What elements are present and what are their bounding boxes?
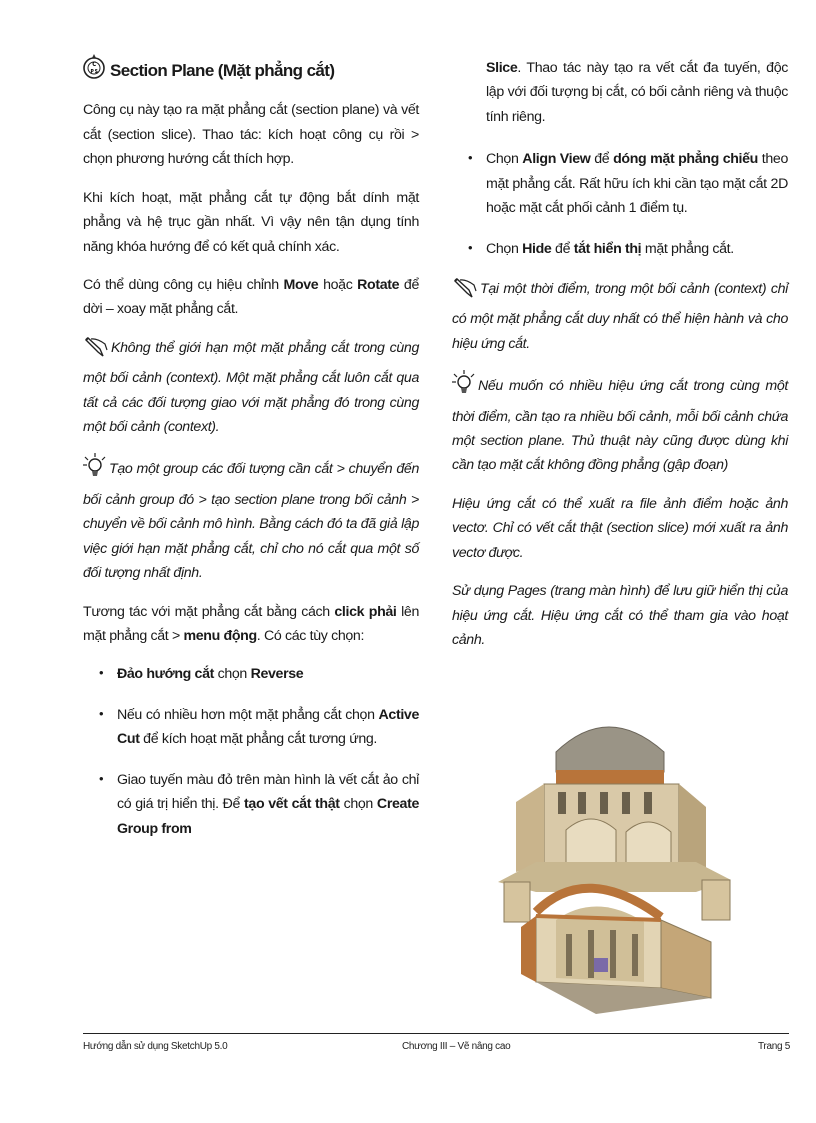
paragraph-snap: Khi kích hoạt, mặt phẳng cắt tự động bắt dính mặt phẳng và hệ trục gần nhất. Vì vậy nên tận dụng tính năng khóa hướng để có kết quả chính xác. bbox=[83, 189, 419, 255]
list-item: • Chọn Align View để dóng mặt phẳng chiếu theo mặt phẳng cắt. Rất hữu ích khi cần tạo mặt cắt 2D hoặc mặt cắt phối cảnh 1 điểm tụ. bbox=[468, 150, 788, 217]
tip-paragraph: Nếu muốn có nhiều hiệu ứng cắt trong cùng một thời điểm, cần tạo ra nhiều bối cảnh, mỗi bối cảnh chứa một section plane. Thủ thuật này cũng được dùng khi cần tạo mặt cắt không đồng phẳng (gập đoạn) bbox=[452, 370, 788, 478]
options-list bbox=[83, 662, 419, 841]
page-title: Section Plane (Mặt phẳng cắt) bbox=[110, 60, 335, 80]
list-item: • Chọn Hide để tắt hiển thị mặt phẳng cắt. bbox=[468, 239, 734, 257]
note-paragraph: Tại một thời điểm, trong một bối cảnh (context) chỉ có một mặt phẳng cắt duy nhất có thể hiện hành và cho hiệu ứng cắt. bbox=[452, 277, 788, 356]
paragraph-intro: Công cụ này tạo ra mặt phẳng cắt (section plane) và vết cắt (section slice). Thao tác: kích hoạt công cụ rồi > chọn phương hướng cắt thích hợp. bbox=[83, 102, 419, 168]
left-column bbox=[83, 52, 419, 857]
paragraph-context-menu: Tương tác với mặt phẳng cắt bằng cách click phải lên mặt phẳng cắt > menu động. Có các tùy chọn: bbox=[83, 603, 419, 645]
section-heading bbox=[81, 52, 419, 88]
lightbulb-tip-icon bbox=[452, 370, 476, 404]
svg-text:C: C bbox=[92, 61, 96, 68]
pencil-note-icon bbox=[452, 277, 478, 307]
list-item: • Giao tuyến màu đỏ trên màn hình là vết cắt ảo chỉ có giá trị hiển thị. Để tạo vết cắt thật chọn Create Group from bbox=[99, 770, 419, 837]
note-paragraph: Không thể giới hạn một mặt phẳng cắt trong cùng một bối cảnh (context). Một mặt phẳng cắt luôn cắt qua tất cả các đối tượng giao với mặt phẳng đó trong cùng một bối cảnh (context). bbox=[83, 336, 419, 440]
footer-left: Hướng dẫn sử dụng SketchUp 5.0 bbox=[83, 1041, 228, 1052]
footer-divider bbox=[83, 1033, 789, 1034]
paragraph-move-rotate: Có thể dùng công cụ hiệu chỉnh Move hoặc Rotate để dời – xoay mặt phẳng cắt. bbox=[83, 276, 419, 318]
lightbulb-tip-icon bbox=[83, 453, 107, 487]
paragraph-export: Hiệu ứng cắt có thể xuất ra file ảnh điểm hoặc ảnh vectơ. Chỉ có vết cắt thật (section slice) mới xuất ra ảnh vectơ được. bbox=[452, 495, 788, 561]
options-list-continued bbox=[452, 56, 788, 261]
page-number: Trang 5 bbox=[758, 1041, 790, 1052]
section-cut-illustration bbox=[496, 712, 766, 1018]
list-item-continued: Slice. Thao tác này tạo ra vết cắt đa tuyến, độc lập với đối tượng bị cắt, có bối cảnh riêng và thuộc tính riêng. bbox=[486, 60, 788, 125]
paragraph-pages: Sử dụng Pages (trang màn hình) để lưu giữ hiển thị của hiệu ứng cắt. Hiệu ứng cắt có thể tham gia vào hoạt cảnh. bbox=[452, 583, 788, 649]
footer-chapter: Chương III – Vẽ nâng cao bbox=[402, 1041, 511, 1052]
right-column bbox=[452, 56, 788, 666]
list-item: • Nếu có nhiều hơn một mặt phẳng cắt chọn Active Cut để kích hoạt mặt phẳng cắt tương ứng. bbox=[99, 705, 419, 748]
section-plane-icon bbox=[81, 52, 107, 88]
tip-paragraph: Tạo một group các đối tượng cần cắt > chuyển đến bối cảnh group đó > tạo section plane trong bối cảnh > chuyển về bối cảnh mô hình. Bằng cách đó ta đã giả lập việc giới hạn mặt phẳng cắt, chỉ cho nó cắt qua một số đối tượng nhất định. bbox=[83, 453, 419, 585]
list-item: • Đảo hướng cắt chọn Reverse bbox=[99, 665, 304, 683]
svg-text:P S: P S bbox=[90, 69, 98, 75]
pencil-note-icon bbox=[83, 336, 109, 366]
